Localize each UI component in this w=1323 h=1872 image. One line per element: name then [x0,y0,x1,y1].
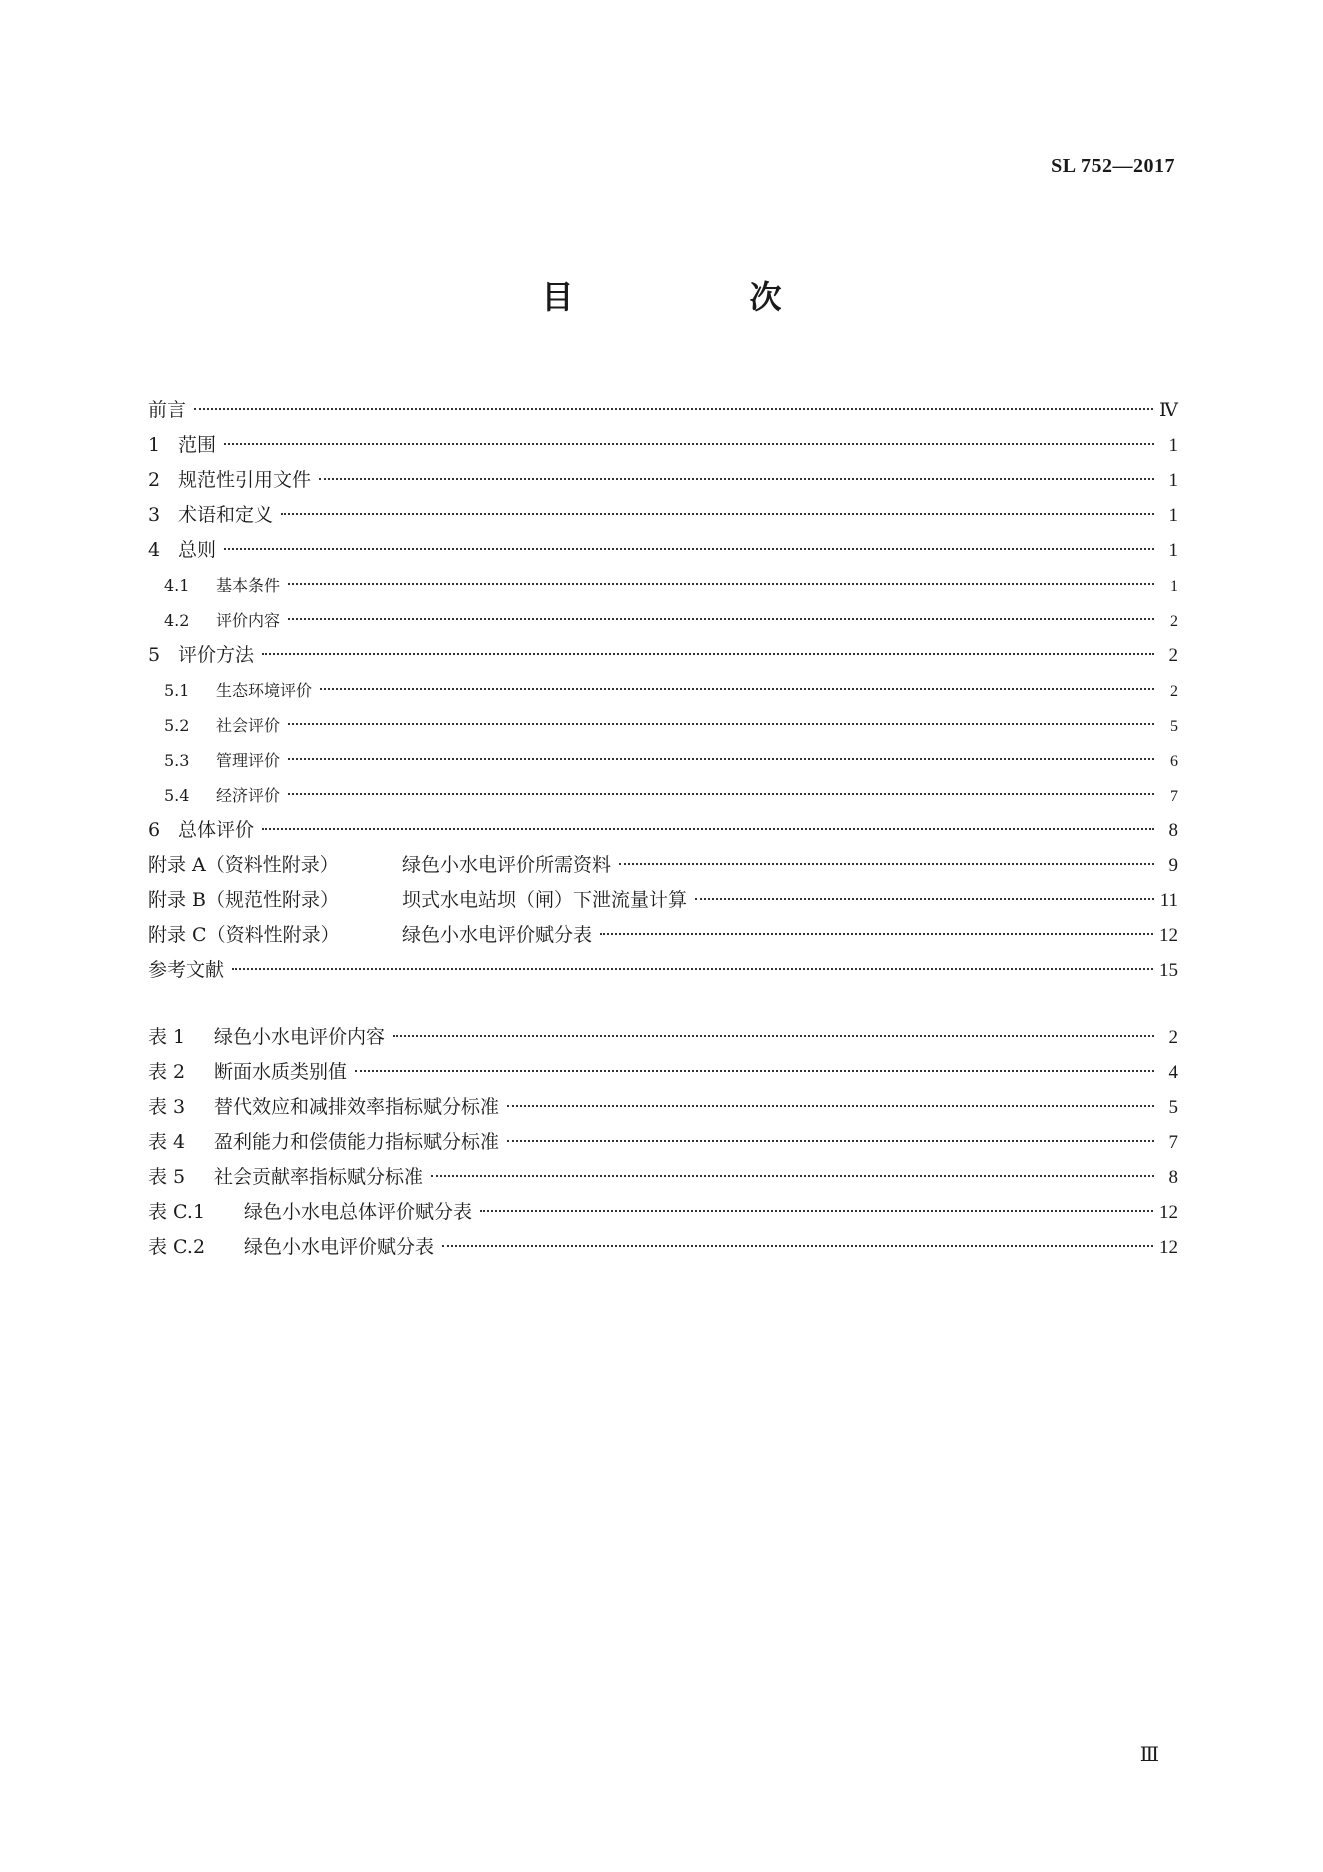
toc-entry-page: 2 [1170,683,1178,700]
toc-entry-label: 经济评价 [216,786,281,805]
toc-entry-page: 12 [1159,925,1178,946]
toc-entry[interactable] [148,568,1178,603]
toc-entry-number: 表 C.1 [148,1201,206,1223]
toc-entry-number: 表 4 [148,1131,186,1153]
toc-entry-number: 表 5 [148,1166,186,1188]
toc-entry-label: 盈利能力和偿债能力指标赋分标准 [214,1131,500,1153]
toc-entry-number: 3 [148,504,161,526]
toc-entry-label: 参考文献 [148,959,225,981]
toc-entry[interactable] [148,848,1178,883]
toc-entry-number: 附录 A（资料性附录） [148,854,339,876]
toc-entry-page: 8 [1168,1167,1178,1188]
toc-entry[interactable] [148,813,1178,848]
toc-entry-label: 术语和定义 [178,504,274,526]
toc-entry[interactable] [148,1230,1178,1265]
dot-leader [232,968,1153,970]
toc-entry[interactable] [148,498,1178,533]
toc-entry-label: 总体评价 [178,819,255,841]
toc-entry-label: 替代效应和减排效率指标赋分标准 [214,1096,500,1118]
dot-leader [262,828,1154,830]
toc-entry[interactable] [148,673,1178,708]
toc-entry-page: 1 [1170,578,1178,595]
toc-entry[interactable] [148,1125,1178,1160]
dot-leader [288,793,1154,795]
toc-entry-number: 表 1 [148,1026,186,1048]
toc-entry-page: 2 [1168,1027,1178,1048]
toc-entry[interactable] [148,883,1178,918]
toc-title: 目 次 [541,278,854,316]
toc-entry[interactable] [148,918,1178,953]
toc-entry-label: 绿色小水电评价赋分表 [402,924,593,946]
dot-leader [442,1245,1153,1247]
toc-entry-number: 2 [148,469,161,491]
toc-entry-number: 5 [148,644,161,666]
toc-entry-label: 生态环境评价 [216,681,313,700]
toc-entry[interactable] [148,743,1178,778]
toc-entry-label: 前言 [148,399,187,421]
dot-leader [281,513,1154,515]
toc-entry-label: 总则 [178,539,217,561]
toc-entry-page: 1 [1168,435,1178,456]
toc-entry[interactable] [148,1055,1178,1090]
toc-entry-page: 5 [1168,1097,1178,1118]
toc-entry-number: 附录 C（资料性附录） [148,924,340,946]
toc-list [148,393,1178,988]
toc-entry-page: 15 [1159,960,1178,981]
toc-entry-number: 表 2 [148,1061,186,1083]
toc-entry-label: 范围 [178,434,217,456]
toc-entry-page: 1 [1168,540,1178,561]
dot-leader [431,1175,1154,1177]
dot-leader [393,1035,1154,1037]
dot-leader [600,933,1153,935]
toc-entry-label: 管理评价 [216,751,281,770]
toc-entry[interactable] [148,1090,1178,1125]
toc-entry[interactable] [148,1160,1178,1195]
dot-leader [262,653,1154,655]
toc-entry-label: 评价内容 [216,611,281,630]
toc-entry-page: 2 [1168,645,1178,666]
toc-entry-label: 绿色小水电评价所需资料 [402,854,612,876]
toc-entry-number: 6 [148,819,161,841]
dot-leader [288,618,1154,620]
toc-entry-page: 1 [1168,505,1178,526]
toc-entry-page: 4 [1168,1062,1178,1083]
dot-leader [224,548,1154,550]
toc-entry-page: 12 [1159,1237,1178,1258]
toc-entry-number: 表 C.2 [148,1236,206,1258]
toc-entry[interactable] [148,778,1178,813]
toc-entry-number: 5.2 [164,716,190,735]
dot-leader [695,898,1154,900]
dot-leader [319,478,1154,480]
dot-leader [507,1140,1154,1142]
toc-entry-page: 9 [1168,855,1178,876]
toc-entry-page: 5 [1170,718,1178,735]
toc-entry-label: 评价方法 [178,644,255,666]
toc-entry[interactable] [148,1020,1178,1055]
toc-entry-label: 绿色小水电评价内容 [214,1026,386,1048]
toc-entry-label: 基本条件 [216,576,281,595]
toc-entry-page: Ⅳ [1159,400,1178,421]
toc-entry-number: 5.1 [164,681,190,700]
toc-entry-page: 1 [1168,470,1178,491]
dot-leader [288,583,1154,585]
toc-entry-label: 断面水质类别值 [214,1061,348,1083]
toc-entry-number: 5.3 [164,751,190,770]
page-number: Ⅲ [1139,1744,1159,1766]
toc-entry[interactable] [148,638,1178,673]
toc-entry[interactable] [148,393,1178,428]
toc-entry[interactable] [148,603,1178,638]
toc-entry-number: 1 [148,434,161,456]
toc-entry-page: 7 [1168,1132,1178,1153]
toc-entry[interactable] [148,533,1178,568]
toc-entry-label: 规范性引用文件 [178,469,312,491]
toc-entry-page: 6 [1170,753,1178,770]
dot-leader [288,723,1154,725]
toc-entry-number: 附录 B（规范性附录） [148,889,340,911]
toc-entry-number: 4 [148,539,161,561]
toc-entry-label: 坝式水电站坝（闸）下泄流量计算 [402,889,688,911]
toc-entry-page: 2 [1170,613,1178,630]
standard-code: SL 752—2017 [1051,155,1175,177]
dot-leader [355,1070,1154,1072]
toc-entry-label: 社会评价 [216,716,281,735]
dot-leader [194,408,1153,410]
toc-entry[interactable] [148,708,1178,743]
dot-leader [320,688,1154,690]
toc-entry[interactable] [148,428,1178,463]
toc-entry[interactable] [148,953,1178,988]
toc-entry-label: 绿色小水电评价赋分表 [244,1236,435,1258]
toc-entry-label: 绿色小水电总体评价赋分表 [244,1201,473,1223]
table-list [148,1020,1178,1265]
toc-entry-page: 7 [1170,788,1178,805]
toc-entry-page: 11 [1159,890,1178,911]
toc-entry-number: 5.4 [164,786,190,805]
toc-entry[interactable] [148,463,1178,498]
toc-entry-number: 表 3 [148,1096,186,1118]
toc-entry-label: 社会贡献率指标赋分标准 [214,1166,424,1188]
dot-leader [619,863,1154,865]
dot-leader [288,758,1154,760]
toc-entry-page: 8 [1168,820,1178,841]
dot-leader [507,1105,1154,1107]
toc-entry[interactable] [148,1195,1178,1230]
dot-leader [480,1210,1153,1212]
toc-entry-number: 4.1 [164,576,190,595]
toc-entry-page: 12 [1159,1202,1178,1223]
toc-entry-number: 4.2 [164,611,190,630]
dot-leader [224,443,1154,445]
